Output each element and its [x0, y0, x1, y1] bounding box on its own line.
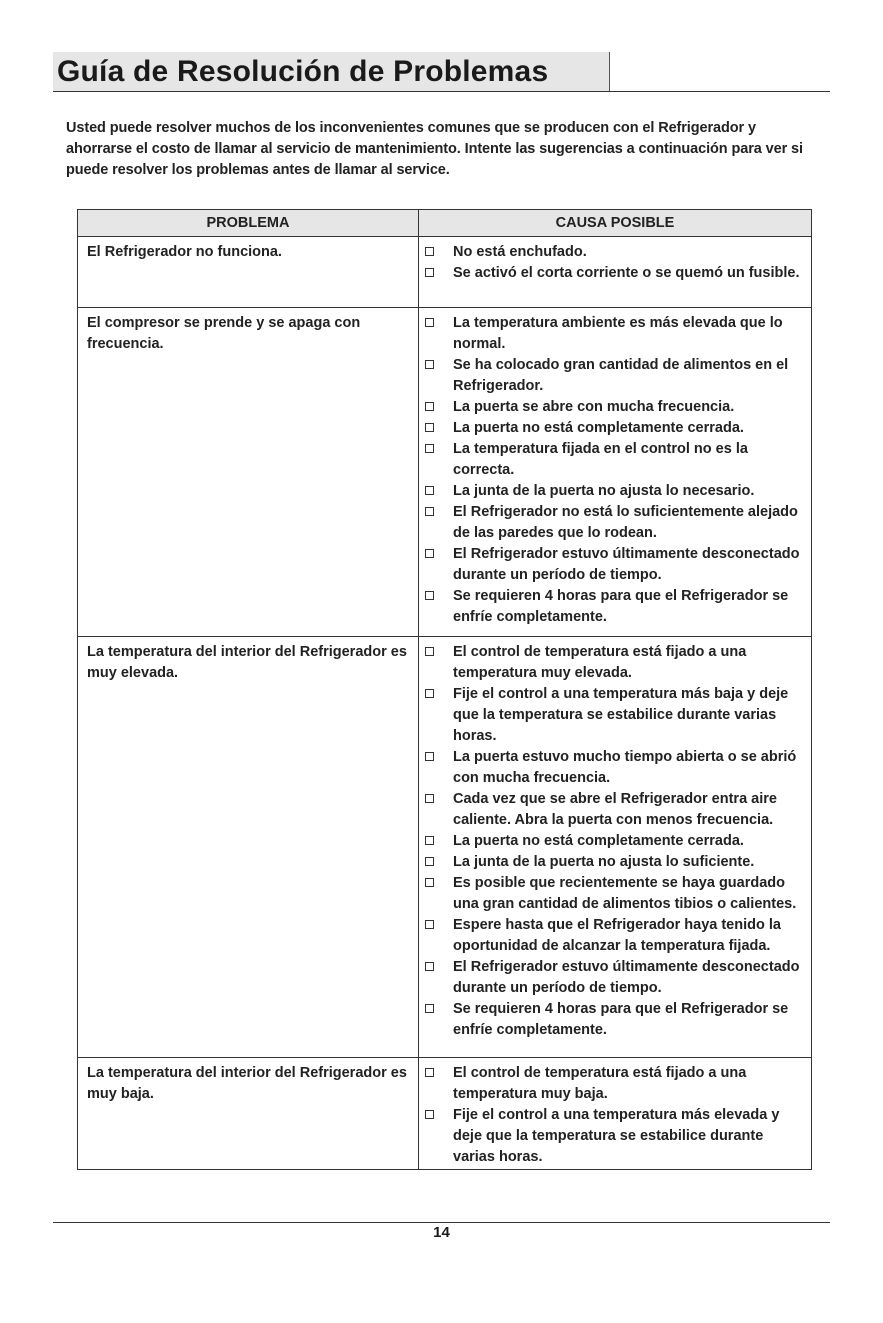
cause-column-header: CAUSA POSIBLE	[419, 210, 812, 237]
checkbox-icon	[425, 402, 434, 411]
cause-item	[425, 915, 805, 957]
checkbox-icon	[425, 268, 434, 277]
table-header-row	[78, 210, 812, 237]
cause-item	[425, 242, 805, 263]
checkbox-icon	[425, 920, 434, 929]
page-number: 14	[433, 1224, 450, 1241]
table-row	[78, 637, 812, 1058]
cause-item	[425, 397, 805, 418]
causes-cell	[419, 637, 812, 1058]
checkbox-icon	[425, 689, 434, 698]
checkbox-icon	[425, 360, 434, 369]
checkbox-icon	[425, 247, 434, 256]
cause-text: Se requieren 4 horas para que el Refrigerador se enfríe completamente.	[453, 588, 789, 625]
table-row	[78, 1058, 812, 1170]
title-banner	[53, 52, 610, 92]
cause-text: El control de temperatura está fijado a una temperatura muy elevada.	[453, 644, 747, 681]
cause-text: La junta de la puerta no ajusta lo suficiente.	[453, 854, 755, 870]
cause-text: La junta de la puerta no ajusta lo necesario.	[453, 483, 755, 499]
checkbox-icon	[425, 1068, 434, 1077]
cause-item	[425, 684, 805, 747]
cause-text: El control de temperatura está fijado a una temperatura muy baja.	[453, 1065, 747, 1102]
checkbox-icon	[425, 857, 434, 866]
cause-item	[425, 586, 805, 628]
cause-item	[425, 873, 805, 915]
checkbox-icon	[425, 318, 434, 327]
cause-text: El Refrigerador estuvo últimamente desconectado durante un período de tiempo.	[453, 546, 800, 583]
cause-item	[425, 502, 805, 544]
cause-item	[425, 789, 805, 831]
checkbox-icon	[425, 878, 434, 887]
cause-item	[425, 957, 805, 999]
checkbox-icon	[425, 647, 434, 656]
cause-item	[425, 418, 805, 439]
checkbox-icon	[425, 507, 434, 516]
cause-text: La puerta no está completamente cerrada.	[453, 833, 744, 849]
problem-cell: La temperatura del interior del Refrigerador es muy baja.	[78, 1058, 419, 1170]
table-row	[78, 308, 812, 637]
cause-text: Se requieren 4 horas para que el Refrigerador se enfríe completamente.	[453, 1001, 789, 1038]
cause-item	[425, 747, 805, 789]
causes-cell	[419, 237, 812, 308]
checkbox-icon	[425, 444, 434, 453]
cause-item	[425, 439, 805, 481]
checkbox-icon	[425, 794, 434, 803]
cause-item	[425, 313, 805, 355]
checkbox-icon	[425, 752, 434, 761]
cause-item	[425, 1105, 805, 1168]
checkbox-icon	[425, 1110, 434, 1119]
problem-cell: El Refrigerador no funciona.	[78, 237, 419, 308]
checkbox-icon	[425, 836, 434, 845]
title-divider	[53, 91, 830, 92]
cause-text: Se activó el corta corriente o se quemó un fusible.	[453, 265, 800, 281]
cause-item	[425, 355, 805, 397]
troubleshooting-table	[77, 209, 812, 1170]
cause-text: Fije el control a una temperatura más elevada y deje que la temperatura se estabilice durante varias horas.	[453, 1107, 780, 1165]
cause-text: La puerta se abre con mucha frecuencia.	[453, 399, 735, 415]
checkbox-icon	[425, 591, 434, 600]
causes-cell	[419, 308, 812, 637]
cause-text: El Refrigerador no está lo suficientemente alejado de las paredes que lo rodean.	[453, 504, 798, 541]
causes-cell	[419, 1058, 812, 1170]
cause-text: Se ha colocado gran cantidad de alimentos en el Refrigerador.	[453, 357, 789, 394]
cause-item	[425, 544, 805, 586]
cause-text: La temperatura fijada en el control no es la correcta.	[453, 441, 748, 478]
cause-text: Fije el control a una temperatura más baja y deje que la temperatura se estabilice durante varias horas.	[453, 686, 789, 744]
cause-text: No está enchufado.	[453, 244, 587, 260]
checkbox-icon	[425, 549, 434, 558]
footer-divider	[53, 1222, 830, 1223]
checkbox-icon	[425, 423, 434, 432]
table-row	[78, 237, 812, 308]
cause-text: Cada vez que se abre el Refrigerador entra aire caliente. Abra la puerta con menos frecuencia.	[453, 791, 777, 828]
cause-item	[425, 999, 805, 1041]
cause-text: La puerta no está completamente cerrada.	[453, 420, 744, 436]
cause-text: Es posible que recientemente se haya guardado una gran cantidad de alimentos tibios o calientes.	[453, 875, 797, 912]
cause-text: La temperatura ambiente es más elevada que lo normal.	[453, 315, 783, 352]
cause-item	[425, 481, 805, 502]
page-title: Guía de Resolución de Problemas	[57, 55, 549, 88]
cause-text: El Refrigerador estuvo últimamente desconectado durante un período de tiempo.	[453, 959, 800, 996]
cause-item	[425, 263, 805, 284]
problem-cell: El compresor se prende y se apaga con frecuencia.	[78, 308, 419, 637]
cause-item	[425, 831, 805, 852]
checkbox-icon	[425, 486, 434, 495]
intro-paragraph	[66, 118, 811, 181]
checkbox-icon	[425, 962, 434, 971]
cause-text: Espere hasta que el Refrigerador haya tenido la oportunidad de alcanzar la temperatura fijada.	[453, 917, 781, 954]
problem-column-header: PROBLEMA	[78, 210, 419, 237]
cause-item	[425, 1063, 805, 1105]
checkbox-icon	[425, 1004, 434, 1013]
cause-text: La puerta estuvo mucho tiempo abierta o se abrió con mucha frecuencia.	[453, 749, 797, 786]
problem-cell: La temperatura del interior del Refrigerador es muy elevada.	[78, 637, 419, 1058]
cause-item	[425, 852, 805, 873]
intro-text: Usted puede resolver muchos de los inconvenientes comunes que se producen con el Refrigerador y ahorrarse el costo de llamar al servicio de mantenimiento. Intente las sugerencias a continuación para ver si puede resolver los problemas antes de llamar al service.	[66, 120, 803, 178]
cause-item	[425, 642, 805, 684]
